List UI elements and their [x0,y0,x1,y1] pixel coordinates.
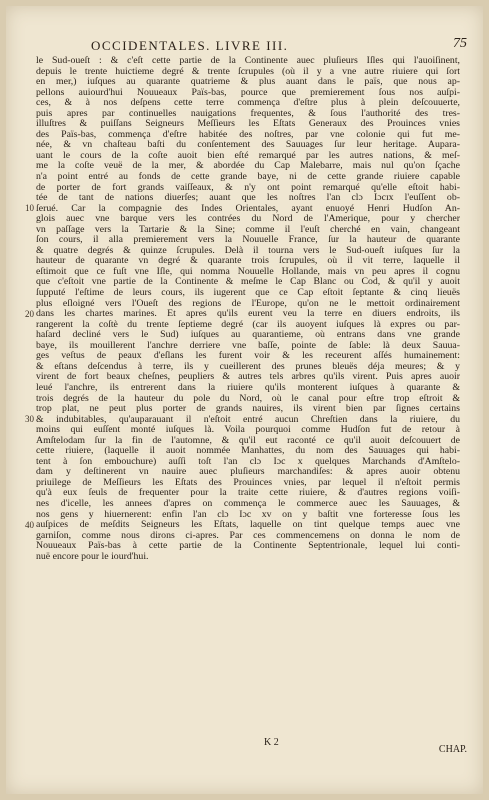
page-header [6,38,483,54]
text-line: uant le cours de la coſte auoit bien eſté remarqué par les autres nations, & meſ- [36,150,460,161]
book-page [6,6,483,794]
text-line: ſupputé l'eſtime de leurs cours, ils iugerent que ce Cap eſtoit ſeptante & cinq lieuës [36,288,460,299]
text-line: vn paſſage vers la Tartarie & la Sine; comme il l'euſt cherché en vain, changeant [36,224,460,235]
text-line: née, & vn chaſteau baſti du conſentement des Sauuages ſur leur heritage. Aupara- [36,140,460,151]
catchword: CHAP. [438,744,467,755]
text-line: tée de tant de nations diuerſes; auant que les noſtres l'an clɔ Iɔcɪx l'euſſent ob- [36,193,460,204]
running-head: OCCIDENTALES. LIVRE III. [91,38,289,53]
text-line: en mer,) iuſques au quarante quatrieme & plus auant dans le païs, que nous ap- [36,77,460,88]
text-line: puis apres par continuelles nauigations frequentes, & ſous l'authorité des tres- [36,108,460,119]
text-line: nes d'icelle, les annees d'apres on commença le commerce auec les Sauuages, & [36,498,460,509]
text-line: Amſtelodam ſur la fin de l'automne, & qu'il eut raconté ce qu'il auoit deſcouuert de [36,435,460,446]
text-line: me la coſte veuë de la mer, & abordée du Cap Malebarre, mais nul qu'on ſçache [36,161,460,172]
margin-line-number: 40 [25,520,34,530]
text-line: leué l'anchre, ils entrerent dans la riuiere qu'ils monterent iuſques à quarante & [36,382,460,393]
text-line: des Païs-bas, commença d'eſtre habitée des noſtres, par vne colonie qui fut me- [36,129,460,140]
page-number: 75 [453,36,467,51]
text-line: pellons auiourd'hui Nouueaux Païs-bas, pource que premierement ſous nos auſpi- [36,87,460,98]
text-line: depuis le trente huictieme degré & trente ſcrupules (où il y a vne autre riuiere qui ſort [36,66,460,77]
text-line: ges veſtus de peaux d'eſlans les furent voir & les receurent aſſés humainement: [36,351,460,362]
text-line: de porter de fort grands vaiſſeaux, & n'y ont point remarqué qu'elle eſtoit habi- [36,182,460,193]
text-line: Nouueaux Païs-bas à cette partie de la Continente Septentrionale, lequel lui conti- [36,541,460,552]
text-line: priuilege de Meſſieurs les Eſtats des Prouinces vnies, par lequel il n'eſtoit permis [36,477,460,488]
text-line: dans les chartes marines. Et apres qu'ils eurent veu la terre en diuers endroits, ils [36,309,460,320]
text-line: que c'eſtoit vne partie de la Continente & meſme le Cap Blanc ou Cod, & qu'il y auoit [36,277,460,288]
text-line: moins qui euſſent monté iuſques là. Voila pourquoi comme Hudſon fut de retour à [36,425,460,436]
text-line: nos gens y hiuernerent: enfin l'an clɔ Iɔc xv on y baſtit vne forteresse ſous les [36,509,460,520]
text-line: virent de fort beaux cheſnes, peupliers & autres tels arbres qu'ils virent. Puis apres auoir [36,372,460,383]
text-line: ces, & à nos deſpens cette terre commença d'eſtre plus à plein deſcouuerte, [36,98,460,109]
text-line: dam y deſtinerent vn nauire auec pluſieurs marchandiſes: & apres auoir obtenu [36,467,460,478]
text-line: rangerent la coſtè du trente ſeptieme degré (car ils auoyent iuſques là expres ou par- [36,319,460,330]
margin-line-number: 10 [25,203,34,213]
margin-line-number: 30 [25,414,34,424]
text-line: & eſtans deſcendus à terre, ils y cueillerent des prunes bleuës déja meures; & y [36,361,460,372]
text-line: trois degrés de la hauteur du pole du Nord, où le canal pour eſtre trop eſtroit & [36,393,460,404]
text-line: & indubitables, qu'auparauant il n'eſtoit entré aucun Chreſtien dans la riuiere, du [36,414,460,425]
text-line: & quatre degrés & quinze ſcrupules. Delà il tourna vers le Sud-oueſt iuſques ſur la [36,245,460,256]
text-line: eſtimoit que ce fuſt vne Iſle, qui nomma Nouuelle Hollande, mais vn peu apres il cognu [36,266,460,277]
text-line: baye, ils mouillerent l'anchre derriere vne baſſe, pointe de ſable: là deux Sauua- [36,340,460,351]
text-line: garniſon, comme nous dirons ci-apres. Par ces commencemens on donna le nom de [36,530,460,541]
text-line: tent à ſon embouchure) auſſi toſt l'an clɔ Iɔc x quelques Marchands d'Amſtelo- [36,456,460,467]
text-line: haſard decliné vers le Sud) iuſques au quarantieme, où entrans dans vne grande [36,330,460,341]
text-line: hauteur de quarante vn degré & quarante trois ſcrupules, où il vit terre, laquelle il [36,256,460,267]
text-line: trop plat, ne peut plus porter de grands nauires, ils virent bien par ſignes certains [36,404,460,415]
text-line: illuſtres & puiſſans Seigneurs Meſſieurs les Eſtats Generaux des Prouinces vnies [36,119,460,130]
text-line: qu'à eux ſeuls de frequenter pour la traite cette riuiere, & d'autres regions voiſi- [36,488,460,499]
text-line: auſpices de meſdits Seigneurs les Eſtats, laquelle on tint quelque temps auec vne [36,520,460,531]
text-line: n'a point entré au fonds de cette grande baye, ni de cette grande riuiere capable [36,172,460,183]
text-line: cette riuiere, (laquelle il auoit nommée Manhattes, du nom des Sauuages qui habi- [36,446,460,457]
signature-mark: K 2 [264,737,279,748]
margin-line-number: 20 [25,309,34,319]
text-line: ſerué. Car la compagnie des Indes Orientales, ayant enuoyé Henri Hudſon An- [36,203,460,214]
text-line: ſon cours, il alla premierement vers la Nouuelle France, ſur la hauteur de quarante [36,235,460,246]
text-line: nuë encore pour le iourd'hui. [36,551,149,562]
text-line: plus eſloigné vers l'Oueſt des regions de l'Europe, qu'on ne le mettoit ordinairement [36,298,460,309]
body-text [25,56,460,562]
text-line: le Sud-oueſt : & c'eſt cette partie de la Continente auec pluſieurs Iſles qui l'auoiſinent, [36,56,460,66]
text-line: glois auec vne barque vers les contrées du Nord de l'Amerique, pour y chercher [36,214,460,225]
